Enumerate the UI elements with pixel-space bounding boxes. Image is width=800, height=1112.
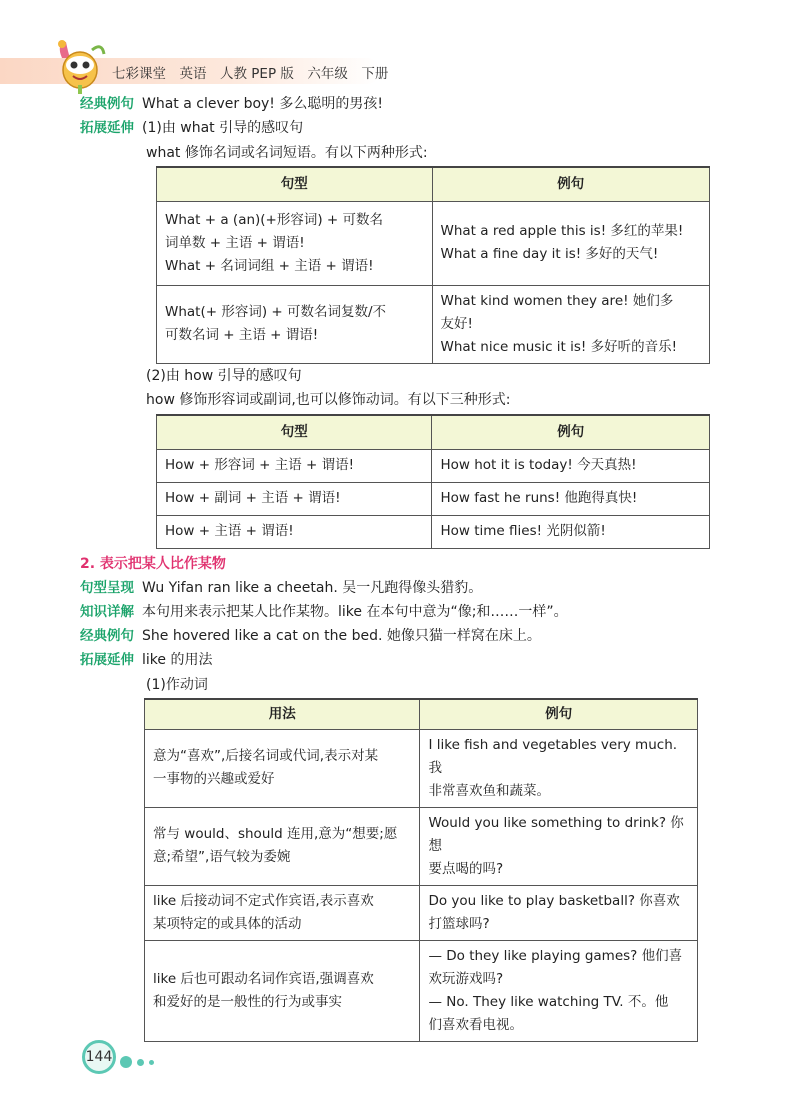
cell-line: What(+ 形容词) + 可数名词复数/不 bbox=[165, 304, 387, 320]
tag-pattern: 句型呈现 bbox=[80, 580, 134, 596]
table-row bbox=[145, 940, 698, 1041]
section2-title: 2. 表示把某人比作某物 bbox=[80, 556, 226, 572]
cell-line: Do you like to play basketball? 你喜欢 bbox=[428, 892, 680, 909]
pattern-cell: How + 副词 + 主语 + 谓语! bbox=[157, 482, 432, 515]
table-header: 例句 bbox=[420, 699, 698, 729]
sub2-title: (2)由 how 引导的感叹句 bbox=[146, 368, 302, 384]
cell-line: 一事物的兴趣或爱好 bbox=[153, 771, 275, 787]
cell-line: What + a (an)(+形容词) + 可数名 bbox=[165, 211, 384, 228]
pattern-cell: How + 形容词 + 主语 + 谓语! bbox=[157, 449, 432, 482]
table-how bbox=[156, 414, 710, 549]
example-cell: How hot it is today! 今天真热! bbox=[432, 449, 710, 482]
example-cell bbox=[420, 885, 698, 940]
mascot-icon bbox=[52, 38, 108, 96]
example-cell: How time flies! 光阴似箭! bbox=[432, 515, 710, 548]
usage-cell bbox=[145, 729, 420, 807]
cell-line: 可数名词 + 主语 + 谓语! bbox=[165, 327, 319, 343]
usage-cell bbox=[145, 885, 420, 940]
sub2-desc: how 修饰形容词或副词,也可以修饰动词。有以下三种形式: bbox=[146, 392, 511, 408]
cell-line: — No. They like watching TV. 不。他 bbox=[428, 993, 669, 1010]
tag-example: 经典例句 bbox=[80, 96, 134, 112]
tag-extend: 拓展延伸 bbox=[80, 120, 134, 136]
pattern-cell bbox=[157, 285, 433, 363]
table-header: 用法 bbox=[145, 699, 420, 729]
table-row bbox=[145, 885, 698, 940]
example-cell bbox=[432, 285, 710, 363]
cell-line: like 后也可跟动名词作宾语,强调喜欢 bbox=[153, 970, 374, 987]
extend-line-1 bbox=[80, 118, 303, 138]
cell-line: 和爱好的是一般性的行为或事实 bbox=[153, 993, 342, 1010]
table-row bbox=[157, 285, 710, 363]
pattern-text: Wu Yifan ran like a cheetah. 吴一凡跑得像头猎豹。 bbox=[142, 580, 483, 596]
sub1-desc: what 修饰名词或名词短语。有以下两种形式: bbox=[146, 145, 428, 161]
section2-sub1-title: (1)作动词 bbox=[146, 677, 208, 693]
example-cell bbox=[420, 940, 698, 1041]
cell-line: Would you like something to drink? 你想 bbox=[428, 814, 684, 854]
cell-line: I like fish and vegetables very much. 我 bbox=[428, 736, 678, 776]
usage-cell bbox=[145, 940, 420, 1041]
cell-line: What a red apple this is! 多红的苹果! bbox=[440, 223, 684, 239]
example-cell bbox=[432, 201, 710, 285]
cell-line: 词单数 + 主语 + 谓语! bbox=[165, 234, 305, 251]
cell-line: 打篮球吗? bbox=[428, 915, 490, 932]
cell-line: like 后接动词不定式作宾语,表示喜欢 bbox=[153, 892, 374, 909]
example-cell bbox=[420, 729, 698, 807]
tag-extend: 拓展延伸 bbox=[80, 652, 134, 668]
cell-line: 意;希望”,语气较为委婉 bbox=[153, 849, 291, 865]
usage-cell bbox=[145, 807, 420, 885]
table-row bbox=[145, 807, 698, 885]
example-cell bbox=[420, 807, 698, 885]
header-title: 七彩课堂 英语 人教 PEP 版 六年级 下册 bbox=[112, 66, 389, 82]
cell-line: 某项特定的或具体的活动 bbox=[153, 915, 302, 932]
example-line-1 bbox=[80, 94, 383, 114]
cell-line: 欢玩游戏吗? bbox=[428, 970, 504, 987]
pattern-cell: How + 主语 + 谓语! bbox=[157, 515, 432, 548]
explain-text: 本句用来表示把某人比作某物。like 在本句中意为“像;和……一样”。 bbox=[142, 604, 568, 620]
cell-line: — Do they like playing games? 他们喜 bbox=[428, 947, 683, 964]
cell-line: 意为“喜欢”,后接名词或代词,表示对某 bbox=[153, 748, 379, 764]
tag-explain: 知识详解 bbox=[80, 604, 134, 620]
example-text-2: She hovered like a cat on the bed. 她像只猫一样窝在床上。 bbox=[142, 628, 541, 644]
table-row bbox=[157, 201, 710, 285]
decor-dot bbox=[149, 1060, 154, 1065]
table-row bbox=[157, 482, 710, 515]
cell-line: 们喜欢看电视。 bbox=[428, 1016, 523, 1033]
table-row bbox=[157, 515, 710, 548]
cell-line: What kind women they are! 她们多 bbox=[440, 292, 674, 309]
cell-line: 友好! bbox=[440, 315, 473, 332]
cell-line: 常与 would、should 连用,意为“想要;愿 bbox=[153, 826, 398, 842]
example-line-2 bbox=[80, 626, 541, 646]
extend-text: like 的用法 bbox=[142, 652, 213, 668]
cell-line: What + 名词词组 + 主语 + 谓语! bbox=[165, 257, 374, 274]
extend-line-2 bbox=[80, 650, 212, 670]
example-cell: How fast he runs! 他跑得真快! bbox=[432, 482, 710, 515]
tag-example: 经典例句 bbox=[80, 628, 134, 644]
example-text-1: What a clever boy! 多么聪明的男孩! bbox=[142, 96, 383, 112]
table-header: 例句 bbox=[432, 415, 710, 449]
cell-line: 非常喜欢鱼和蔬菜。 bbox=[428, 782, 550, 799]
table-header: 例句 bbox=[432, 167, 710, 201]
explain-line bbox=[80, 602, 568, 622]
table-header: 句型 bbox=[157, 167, 433, 201]
decor-dot bbox=[137, 1059, 144, 1066]
page-number: 144 bbox=[82, 1040, 116, 1074]
table-like bbox=[144, 698, 698, 1042]
decor-dot bbox=[120, 1056, 132, 1068]
cell-line: What a fine day it is! 多好的天气! bbox=[440, 246, 659, 262]
table-header: 句型 bbox=[157, 415, 432, 449]
sub1-title: (1)由 what 引导的感叹句 bbox=[142, 120, 304, 136]
pattern-line bbox=[80, 578, 482, 598]
cell-line: 要点喝的吗? bbox=[428, 860, 504, 877]
table-row bbox=[145, 729, 698, 807]
cell-line: What nice music it is! 多好听的音乐! bbox=[440, 338, 678, 355]
pattern-cell bbox=[157, 201, 433, 285]
table-row bbox=[157, 449, 710, 482]
table-what bbox=[156, 166, 710, 364]
